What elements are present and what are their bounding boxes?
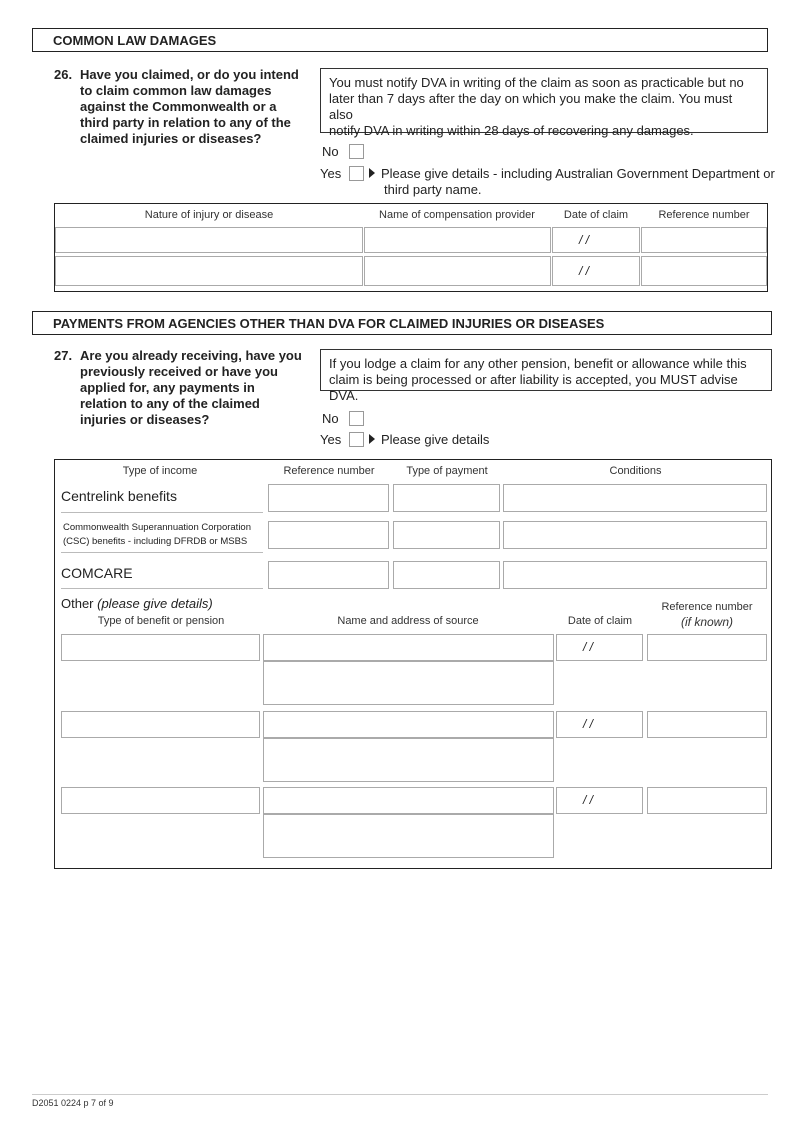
question-line: against the Commonwealth or a [80, 99, 277, 114]
reference-field[interactable] [647, 711, 767, 738]
table-header: Type of income [122, 465, 198, 477]
section-header-payments [32, 311, 772, 335]
other-header-hint: (if known) [680, 615, 733, 629]
income-type-line: Commonwealth Superannuation Corporation [63, 522, 252, 533]
note-line: notify DVA in writing within 28 days of recovering any damages. [329, 123, 694, 138]
provider-field[interactable] [364, 227, 551, 253]
reference-field[interactable] [268, 484, 389, 512]
injury-field[interactable] [55, 256, 363, 286]
no-label: No [322, 411, 339, 426]
table-header: Type of payment [406, 465, 488, 477]
yes-details-label: Please give details - including Australian Government Department or [381, 166, 775, 181]
table-header: Date of claim [563, 209, 629, 221]
table-header: Nature of injury or disease [144, 209, 274, 221]
table-header: Name of compensation provider [379, 209, 535, 221]
arrow-right-icon [369, 168, 375, 178]
question-line: injuries or diseases? [80, 412, 210, 427]
date-separator: / / [583, 793, 594, 807]
payment-type-field[interactable] [393, 521, 500, 549]
info-note [320, 68, 768, 138]
note-line: claim is being processed or after liability is accepted, you MUST advise DVA. [329, 372, 738, 403]
note-line: later than 7 days after the day on which you make the claim. You must also [329, 91, 733, 122]
question-text [80, 67, 310, 147]
date-separator: / / [583, 717, 594, 731]
reference-field[interactable] [641, 256, 767, 286]
date-field[interactable] [552, 256, 640, 286]
no-label: No [322, 144, 339, 159]
date-separator: / / [579, 233, 590, 247]
no-checkbox[interactable] [349, 144, 364, 159]
provider-field[interactable] [364, 256, 551, 286]
footer-form-code: D2051 0224 p 7 of 9 [32, 1098, 114, 1108]
date-separator: / / [583, 640, 594, 654]
question-line: Have you claimed, or do you intend [80, 67, 299, 82]
question-number: 26. [54, 67, 73, 82]
table-header: Reference number [658, 209, 750, 221]
note-line: If you lodge a claim for any other pension, benefit or allowance while this [329, 356, 747, 371]
other-label [61, 596, 213, 611]
footer-rule [32, 1094, 768, 1095]
income-type-label: COMCARE [61, 565, 133, 581]
table-header: Conditions [609, 465, 662, 477]
income-type-cell [61, 484, 263, 513]
date-separator: / / [579, 264, 590, 278]
yes-checkbox[interactable] [349, 432, 364, 447]
source-name-field[interactable] [263, 711, 554, 738]
benefit-type-field[interactable] [61, 711, 260, 738]
other-label-text: Other [61, 596, 98, 611]
source-name-field[interactable] [263, 634, 554, 661]
question-number: 27. [54, 348, 73, 363]
question-line: applied for, any payments in [80, 380, 255, 395]
source-address-field[interactable] [263, 661, 554, 705]
arrow-right-icon [369, 434, 375, 444]
yes-details-label: Please give details [381, 432, 490, 447]
benefit-type-field[interactable] [61, 787, 260, 814]
date-field[interactable] [556, 787, 643, 814]
income-type-label [63, 521, 251, 549]
reference-field[interactable] [268, 521, 389, 549]
section-title: PAYMENTS FROM AGENCIES OTHER THAN DVA FOR CLAIMED INJURIES OR DISEASES [53, 316, 605, 331]
yes-label: Yes [320, 432, 342, 447]
question-line: Are you already receiving, have you [80, 348, 302, 363]
payment-type-field[interactable] [393, 484, 500, 512]
source-name-field[interactable] [263, 787, 554, 814]
yes-details-label-cont: third party name. [384, 182, 482, 197]
payment-type-field[interactable] [393, 561, 500, 589]
injury-field[interactable] [55, 227, 363, 253]
question-line: to claim common law damages [80, 83, 272, 98]
other-header: Reference number [661, 601, 753, 613]
section-title: COMMON LAW DAMAGES [53, 33, 217, 48]
income-type-cell [61, 560, 263, 589]
reference-field[interactable] [641, 227, 767, 253]
reference-field[interactable] [647, 787, 767, 814]
conditions-field[interactable] [503, 484, 767, 512]
date-field[interactable] [556, 634, 643, 661]
question-text [80, 348, 310, 428]
date-field[interactable] [556, 711, 643, 738]
source-address-field[interactable] [263, 738, 554, 782]
conditions-field[interactable] [503, 561, 767, 589]
conditions-field[interactable] [503, 521, 767, 549]
yes-label: Yes [320, 166, 342, 181]
info-note [320, 349, 772, 403]
question-line: claimed injuries or diseases? [80, 131, 262, 146]
other-header: Date of claim [567, 615, 633, 627]
note-line: You must notify DVA in writing of the claim as soon as practicable but no [329, 75, 744, 90]
other-header: Name and address of source [337, 615, 479, 627]
reference-field[interactable] [647, 634, 767, 661]
other-label-hint: (please give details) [97, 596, 213, 611]
other-header: Type of benefit or pension [97, 615, 225, 627]
income-type-cell [61, 516, 263, 553]
no-checkbox[interactable] [349, 411, 364, 426]
question-line: previously received or have you [80, 364, 278, 379]
question-line: third party in relation to any of the [80, 115, 291, 130]
benefit-type-field[interactable] [61, 634, 260, 661]
yes-checkbox[interactable] [349, 166, 364, 181]
table-header: Reference number [283, 465, 375, 477]
income-type-label: Centrelink benefits [61, 488, 177, 504]
question-line: relation to any of the claimed [80, 396, 260, 411]
source-address-field[interactable] [263, 814, 554, 858]
date-field[interactable] [552, 227, 640, 253]
section-header-common-law [32, 28, 768, 52]
income-type-line: (CSC) benefits - including DFRDB or MSBS [63, 536, 248, 547]
reference-field[interactable] [268, 561, 389, 589]
